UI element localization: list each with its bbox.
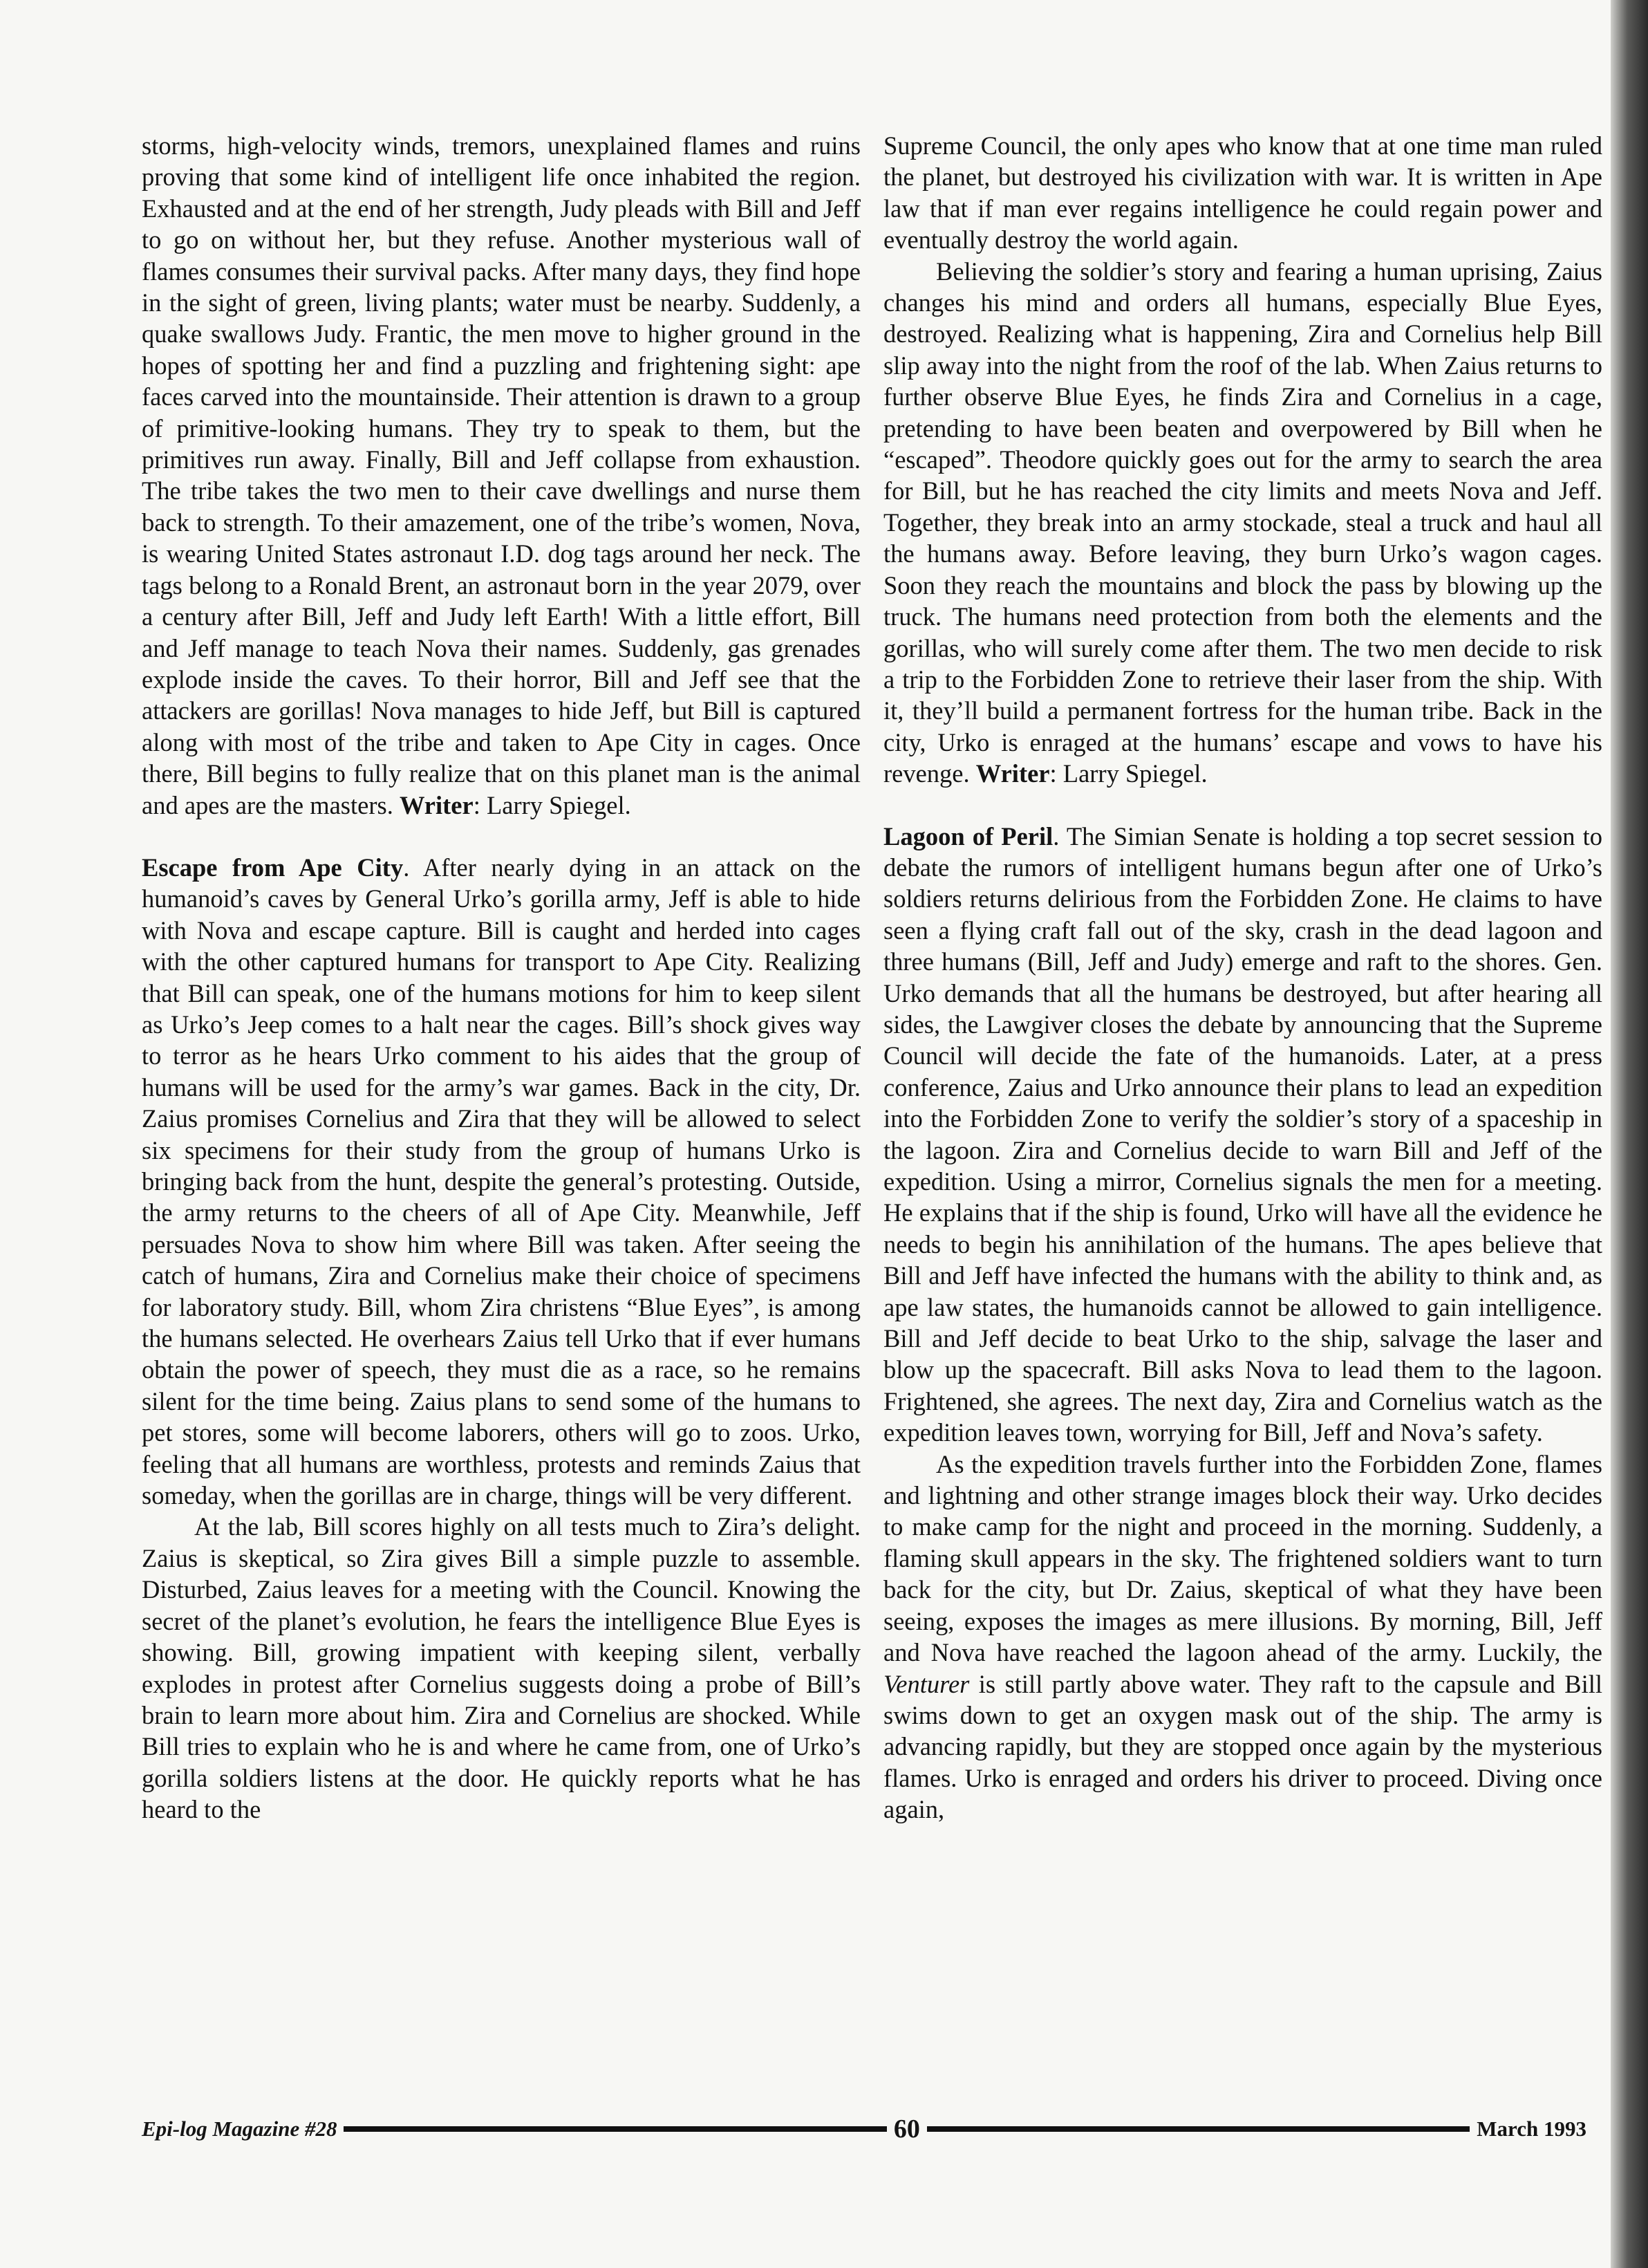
writer-name: : Larry Spiegel. [1049, 759, 1208, 788]
writer-label: Writer [975, 759, 1050, 788]
ship-name: Venturer [883, 1669, 970, 1698]
magazine-name: Epi-log Magazine #28 [142, 2117, 337, 2141]
paragraph-text: Supreme Council, the only apes who know that at one time man ruled the planet, but destroyed his civilization with war. It is written in Ape law that if man ever regains intelligence he could regain power and eventually destroy the world again. [883, 131, 1602, 254]
paragraph-text: . The Simian Senate is holding a top secret session to debate the rumors of intelligent humans begun after one of Urko’s soldiers returns delirious from the Forbidden Zone. He claims to have seen a flying craft fall out of the sky, crash in the dead lagoon and three humans (Bill, Jeff and Judy) emerge and raft to the shores. Gen. Urko demands that all the humans be destroyed, but after hearing all sides, the Lawgiver closes the debate by announcing that the Supreme Council will decide the fate of the humanoids. Later, at a press conference, Zaius and Urko announce their plans to lead an expedition into the Forbidden Zone to verify the soldier’s story of a spaceship in the lagoon. Zira and Cornelius decide to warn Bill and Jeff of the expedition. Using a mirror, Cornelius signals the men for a meeting. He explains that if the ship is found, Urko will have all the evidence he needs to begin his annihilation of the humans. The apes believe that Bill and Jeff have infected the humans with the ability to think and, as ape law states, the humanoids cannot be allowed to gain intelligence. Bill and Jeff decide to beat Urko to the ship, salvage the laser and blow up the spacecraft. Bill asks Nova to lead them to the lagoon. Frightened, she agrees. The next day, Zira and Cornelius watch as the expedition leaves town, worrying for Bill, Jeff and Nova’s safety. [883, 821, 1603, 1447]
page-edge-shadow [1611, 0, 1648, 2268]
paragraph-text: As the expedition travels further into the Forbidden Zone, flames and lightning and other strange images block their way. Urko decides to make camp for the night and proceed in the morning. Suddenly, a flaming skull appears in the sky. The frightened soldiers want to turn back for the city, but Dr. Zaius, skeptical of what they have been seeing, exposes the images as mere illusions. By morning, Bill, Jeff and Nova have reached the lagoon ahead of the army. Luckily, the [883, 1449, 1602, 1667]
synopsis-continued-paragraph [142, 130, 861, 821]
paragraph-text: Believing the soldier’s story and fearing a human uprising, Zaius changes his mind and orders all humans, especially Blue Eyes, destroyed. Realizing what is happening, Zira and Cornelius help Bill slip away into the night from the roof of the lab. When Zaius returns to further observe Blue Eyes, he finds Zira and Cornelius in a cage, pretending to have been beaten and overpowered by Bill when he “escaped”. Theodore quickly goes out for the army to search the area for Bill, but he has reached the city limits and meets Nova and Jeff. Together, they break into an army stockade, steal a truck and haul all the humans away. Before leaving, they burn Urko’s wagon cages. Soon they reach the mountains and block the pass by blowing up the truck. The humans need protection from both the elements and the gorillas, who will surely come after them. The two men decide to risk a trip to the Forbidden Zone to retrieve their laser from the ship. With it, they’ll build a permanent fortress for the human tribe. Back in the city, Urko is enraged at the humans’ escape and vows to have his revenge. [883, 257, 1602, 788]
paragraph-text: At the lab, Bill scores highly on all tests much to Zira’s delight. Zaius is skeptical, so Zira gives Bill a simple puzzle to assemble. Disturbed, Zaius leaves for a meeting with the Council. Knowing the secret of the planet’s evolution, he fears the intelligence Blue Eyes is showing. Bill, growing impatient with keeping silent, verbally explodes in protest after Cornelius suggests doing a probe of Bill’s brain to learn more about him. Zira and Cornelius are shocked. While Bill tries to explain who he is and where he came from, one of Urko’s gorilla soldiers listens at the door. He quickly reports what he has heard to the [142, 1512, 861, 1824]
episode-paragraph-escape-from-ape-city [142, 852, 861, 1512]
left-column [142, 130, 861, 1825]
paragraph-text: is still partly above water. They raft to the capsule and Bill swims down to get an oxygen mask out of the ship. The army is advancing rapidly, but they are stopped once again by the mysterious flames. Urko is enraged and orders his driver to proceed. Diving once again, [883, 1669, 1602, 1824]
footer-rule-left [344, 2126, 886, 2132]
page-number: 60 [893, 2114, 920, 2144]
paragraph-text: . After nearly dying in an attack on the humanoid’s caves by General Urko’s gorilla army, Jeff is able to hide with Nova and escape capture. Bill is caught and herded into cages with the other captured humans for transport to Ape City. Realizing that Bill can speak, one of the humans motions for him to keep silent as Urko’s Jeep comes to a halt near the cages. Bill’s shock gives way to terror as he hears Urko comment to his aides that the group of humans will be used for the army’s war games. Back in the city, Dr. Zaius promises Cornelius and Zira that they will be allowed to select six specimens for their study from the group of humans Urko is bringing back from the hunt, despite the general’s protesting. Outside, the army returns to the cheers of all of Ape City. Meanwhile, Jeff persuades Nova to show him where Bill was taken. After seeing the catch of humans, Zira and Cornelius make their choice of specimens for laboratory study. Bill, whom Zira christens “Blue Eyes”, is among the humans selected. He overhears Zaius tell Urko that if ever humans obtain the power of speech, they must die as a race, so he remains silent for the time being. Zaius plans to send some of the humans to pet stores, some will become laborers, others will go to zoos. Urko, feeling that all humans are worthless, protests and reminds Zaius that someday, when the gorillas are in charge, things will be very different. [142, 853, 861, 1510]
right-column [883, 130, 1602, 1825]
episode-paragraph-lagoon-of-peril [883, 821, 1602, 1449]
episode-title: Escape from Ape City [142, 853, 404, 882]
synopsis-paragraph [142, 1511, 861, 1825]
writer-label: Writer [399, 790, 474, 819]
episode-title: Lagoon of Peril [883, 821, 1054, 850]
paragraph-text: storms, high-velocity winds, tremors, unexplained flames and ruins proving that some kind of intelligent life once inhabited the region. Exhausted and at the end of her strength, Judy pleads with Bill and Jeff to go on without her, but they refuse. Another mysterious wall of flames consumes their survival packs. After many days, they find hope in the sight of green, living plants; water must be nearby. Suddenly, a quake swallows Judy. Frantic, the men move to higher ground in the hopes of spotting her and find a puzzling and frightening sight: ape faces carved into the mountainside. Their attention is drawn to a group of primitive-looking humans. They try to speak to them, but the primitives run away. Finally, Bill and Jeff collapse from exhaustion. The tribe takes the two men to their cave dwellings and nurse them back to strength. To their amazement, one of the tribe’s women, Nova, is wearing United States astronaut I.D. dog tags around her neck. The tags belong to a Ronald Brent, an astronaut born in the year 2079, over a century after Bill, Jeff and Judy left Earth! With a little effort, Bill and Jeff manage to teach Nova their names. Suddenly, gas grenades explode inside the caves. To their horror, Bill and Jeff see that the attackers are gorillas! Nova manages to hide Jeff, but Bill is captured along with most of the tribe and taken to Ape City in cages. Once there, Bill begins to fully realize that on this planet man is the animal and apes are the masters. [142, 131, 861, 819]
synopsis-paragraph [883, 256, 1602, 790]
synopsis-paragraph [883, 1449, 1602, 1825]
page-footer [142, 2114, 1586, 2144]
writer-name: : Larry Spiegel. [473, 790, 631, 819]
issue-date: March 1993 [1477, 2117, 1586, 2141]
synopsis-paragraph [883, 130, 1602, 256]
footer-rule-right [927, 2126, 1470, 2132]
